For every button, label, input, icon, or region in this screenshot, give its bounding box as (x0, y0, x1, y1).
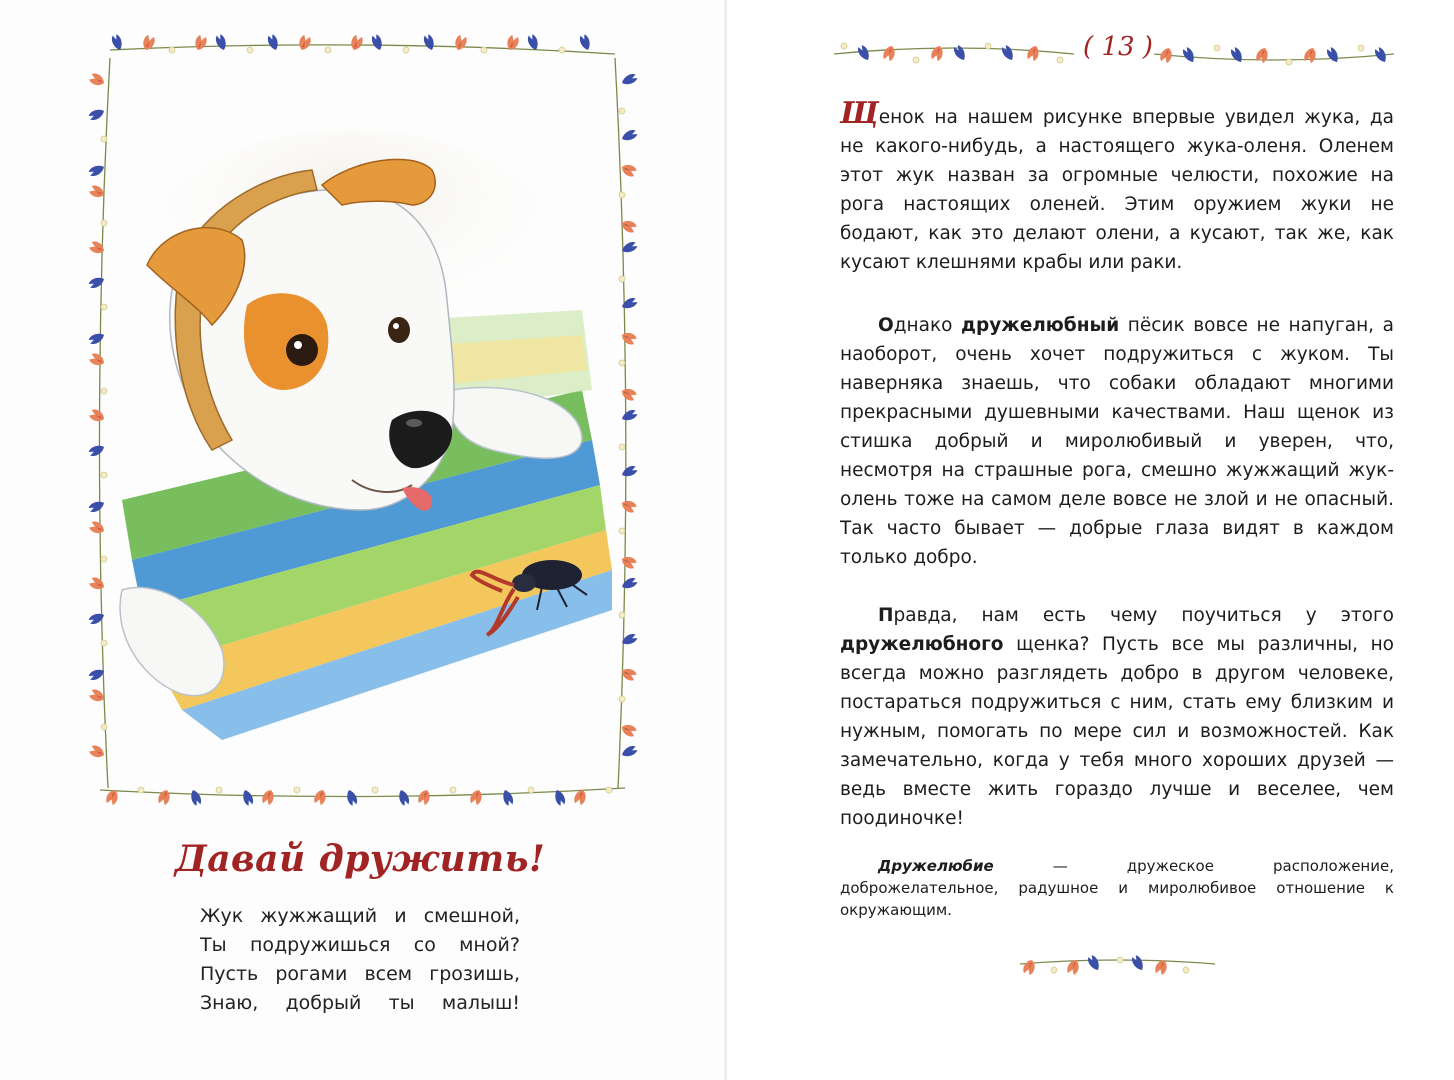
definition-term: Дружелюбие (878, 857, 994, 875)
puppy-illustration (112, 90, 612, 750)
paragraph-3-lead: П (878, 605, 894, 626)
paragraph-1 (840, 96, 1394, 277)
poem-title: Давай дружить! (174, 838, 546, 880)
definition-text: — дружеское расположение, доброжелательное, радушное и миролюбивое отношение к окружающим. (840, 857, 1394, 919)
paragraph-2-lead: О (878, 315, 894, 336)
poem-line: Жук жужжащий и смешной, (200, 905, 520, 927)
poem (200, 902, 520, 1018)
poem-line: Знаю, добрый ты малыш! (200, 992, 520, 1014)
definition (840, 855, 1394, 921)
paragraph-2-text-b: пёсик вовсе не напуган, а наоборот, очень хочет подружиться с жуком. Ты наверняка знаешь, что собаки обладают многими прекрасными душевными качествами. Наш щенок из стишка добрый и миролюбивый и уверен, что, несмотря на страшные рога, смешно жужжащий жук-олень тоже на самом деле вовсе не злой и не опасный. Так часто бывает — добрые глаза видят в каждом только добро. (840, 315, 1394, 568)
poem-line: Пусть рогами всем грозишь, (200, 963, 520, 985)
floral-footer-icon (1020, 942, 1215, 982)
paragraph-2-bold-word: дружелюбный (961, 315, 1120, 336)
page-number: ( 13 ) (1083, 32, 1153, 62)
paragraph-2 (840, 311, 1394, 572)
paragraph-3-bold-word: дружелюбного (840, 634, 1004, 655)
paragraph-3 (840, 601, 1394, 833)
paragraph-3-text-b: щенка? Пусть все мы различны, но всегда можно разглядеть добро в другом человеке, постараться подружиться с ним, стать ему близким и нужным, помогать по мере сил и возможностей. Как замечательно, когда у тебя много хороших друзей — ведь вместе жить гораздо лучше и веселее, чем поодиночке! (840, 634, 1394, 829)
paragraph-3-text-a: равда, нам есть чему поучиться у этого (893, 605, 1394, 626)
dropcap: Щ (840, 96, 879, 131)
paragraph-2-text-a: днако (893, 315, 962, 336)
paragraph-1-text: енок на нашем рисунке впервые увидел жука, да не какого-нибудь, а настоящего жука-оленя. Оленем этот жук назван за огромные челюсти, похожие на рога настоящих оленей. Этим оружием жуки не бодают, как это делают олени, а кусают, так же, как кусают клешнями крабы или раки. (840, 107, 1394, 273)
poem-line: Ты подружишься со мной? (200, 934, 520, 956)
